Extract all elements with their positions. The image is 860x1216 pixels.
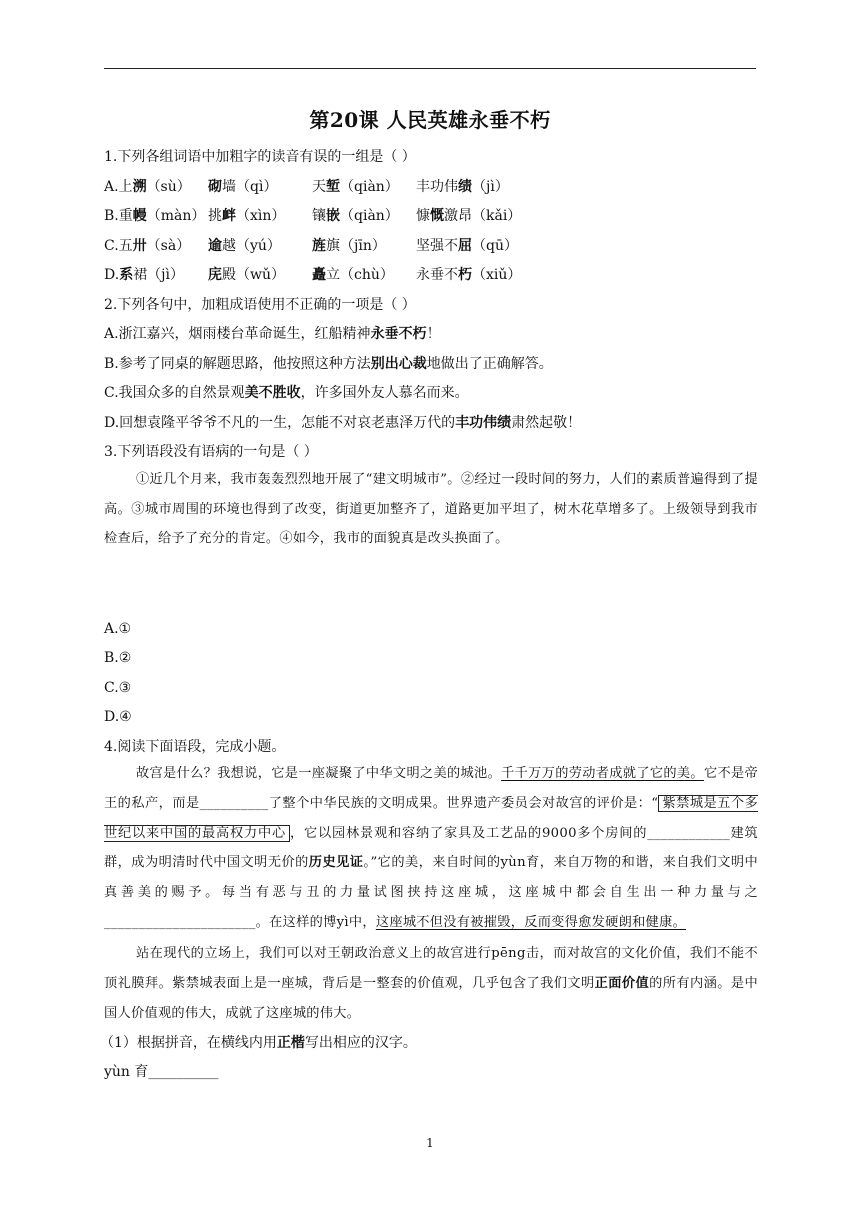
- q4-passage-paragraph-1: 故宫是什么？我想说，它是一座凝聚了中华文明之美的城池。千千万万的劳动者成就了它的美。它不是帝王的私产，而是__________了整个中华民族的文明成果。世界遗产委员会对故宫的评价是：“ 紫禁城是五个多世纪以来中国的最高权力中心 ，它以园林景观和容纳了家具及工艺品的9000多个房间的____________建筑群，成为明清时代中国文明无价的历史见证。”它的美，来自时间的yùn育，来自万物的和谐，来自我们文明中真善美的赐予。每当有恶与丑的力量试图挟持这座城，这座城中都会自生出一种力量与之______________________。在这样的博yì中，这座城不但没有被摧毁，反而变得愈发硬朗和健康。: [104, 766, 759, 930]
- boxed-sentence: 紫禁城是五个多世纪以来中国的最高权力中心: [104, 795, 758, 841]
- page-number: 1: [426, 1136, 434, 1150]
- q4-stem: 4.阅读下面语段，完成小题。: [104, 739, 286, 755]
- q1-option-b: B.重幔（màn） 挑衅（xìn） 镶嵌（qiàn） 慷慨激昂（kǎi）: [104, 208, 522, 224]
- q3-option-c: C.③: [104, 680, 132, 696]
- q4-subquestion-1: （1）根据拼音，在横线内用正楷写出相应的汉字。: [100, 1035, 417, 1051]
- q4-passage-paragraph-2: 站在现代的立场上，我们可以对王朝政治意义上的故宫进行pēng击，而对故宫的文化价值，我们不能不顶礼膜拜。紫禁城表面上是一座城，背后是一整套的价值观，几乎包含了我们文明正面价值的所有内涵。是中国人价值观的伟大，成就了这座城的伟大。: [104, 946, 759, 1021]
- underlined-sentence-2: 这座城不但没有被摧毁，反而变得愈发硬朗和健康。: [375, 914, 687, 930]
- q2-option-b: B.参考了同桌的解题思路，他按照这种方法别出心裁地做出了正确解答。: [104, 356, 553, 372]
- header-rule: [104, 68, 756, 69]
- q3-option-a: A.①: [104, 621, 132, 637]
- q1-stem: 1.下列各组词语中加粗字的读音有误的一组是（ ）: [104, 149, 416, 165]
- q1-option-d: D.系裙（jì） 庑殿（wǔ） 矗立（chù） 永垂不朽（xiǔ）: [104, 267, 522, 283]
- page-title: 第20课 人民英雄永垂不朽: [309, 108, 551, 132]
- q3-stem: 3.下列语段没有语病的一句是（ ）: [104, 444, 318, 460]
- answer-blank-yun-yu[interactable]: yùn 育__________: [104, 1064, 219, 1080]
- q1-option-a: A.上溯（sù） 砌墙（qì） 天堑（qiàn） 丰功伟绩（jì）: [104, 179, 509, 195]
- q3-passage: ①近几个月来，我市轰轰烈烈地开展了“建文明城市”。②经过一段时间的努力，人们的素质普遍得到了提高。③城市周围的环境也得到了改变，街道更加整齐了，道路更加平坦了，树木花草增多了。上级领导到我市检查后，给予了充分的肯定。④如今，我市的面貌真是改头换面了。: [104, 472, 758, 546]
- q3-option-d: D.④: [104, 709, 132, 725]
- underlined-sentence-1: 千千万万的劳动者成就了它的美。: [501, 766, 704, 781]
- q3-option-b: B.②: [104, 650, 132, 666]
- q2-stem: 2.下列各句中，加粗成语使用不正确的一项是（ ）: [104, 297, 416, 313]
- q2-option-c: C.我国众多的自然景观美不胜收，许多国外友人慕名而来。: [104, 385, 469, 401]
- q2-option-a: A.浙江嘉兴，烟雨楼台革命诞生，红船精神永垂不朽！: [104, 326, 441, 342]
- q2-option-d: D.回想袁隆平爷爷不凡的一生，怎能不对哀老惠泽万代的丰功伟绩肃然起敬！: [104, 415, 582, 431]
- q1-option-c: C.五卅（sà） 逾越（yú） 旌旗（jīn） 坚强不屈（qū）: [104, 238, 518, 254]
